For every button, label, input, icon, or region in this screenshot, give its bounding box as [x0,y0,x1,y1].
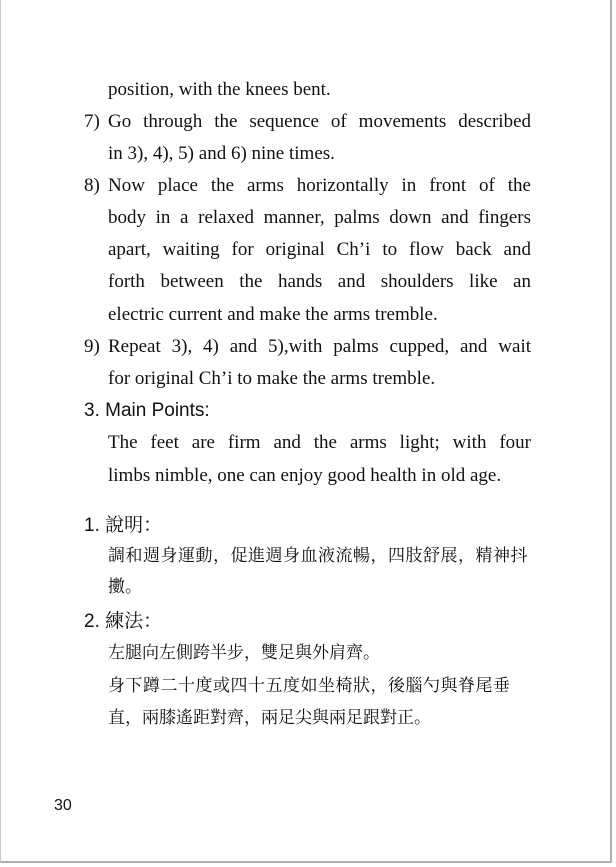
text-line: Go through the sequence of movements described [108,111,531,132]
text-line: limbs nimble, one can enjoy good health in old age. [108,465,502,486]
text-line: apart, waiting for original Ch’i to flow back and [108,239,531,260]
section-heading-practice: 2. 練法： [84,611,163,632]
step-number-7: 7) [84,111,100,132]
step-number-9: 9) [84,336,100,357]
text-line: 左腿向左側跨半步，雙足與外肩齊。 [108,643,380,663]
text-line: The feet are firm and the arms light; with four [108,432,531,453]
text-line: Now place the arms horizontally in front of the [108,175,531,196]
text-line: Repeat 3), 4) and 5),with palms cupped, and wait [108,336,531,357]
section-heading-main-points: 3. Main Points: [84,400,210,421]
text-line: 直，兩膝遙距對齊，兩足尖與兩足跟對正。 [108,708,431,728]
text-line: body in a relaxed manner, palms down and fingers [108,207,531,228]
step-number-8: 8) [84,175,100,196]
text-line: 擻。 [108,577,142,597]
section-heading-explanation: 1. 說明： [84,515,163,536]
text-line: for original Ch’i to make the arms tremble. [108,368,436,389]
text-line: 身下蹲二十度或四十五度如坐椅狀，後腦勺與脊尾垂 [108,676,511,696]
text-line: position, with the knees bent. [108,79,331,100]
text-line: electric current and make the arms tremble. [108,304,438,325]
text-line: forth between the hands and shoulders like an [108,271,531,292]
text-line: 調和週身運動，促進週身血液流暢，四肢舒展，精神抖 [108,546,528,566]
text-line: in 3), 4), 5) and 6) nine times. [108,143,335,164]
page-number: 30 [54,797,72,814]
